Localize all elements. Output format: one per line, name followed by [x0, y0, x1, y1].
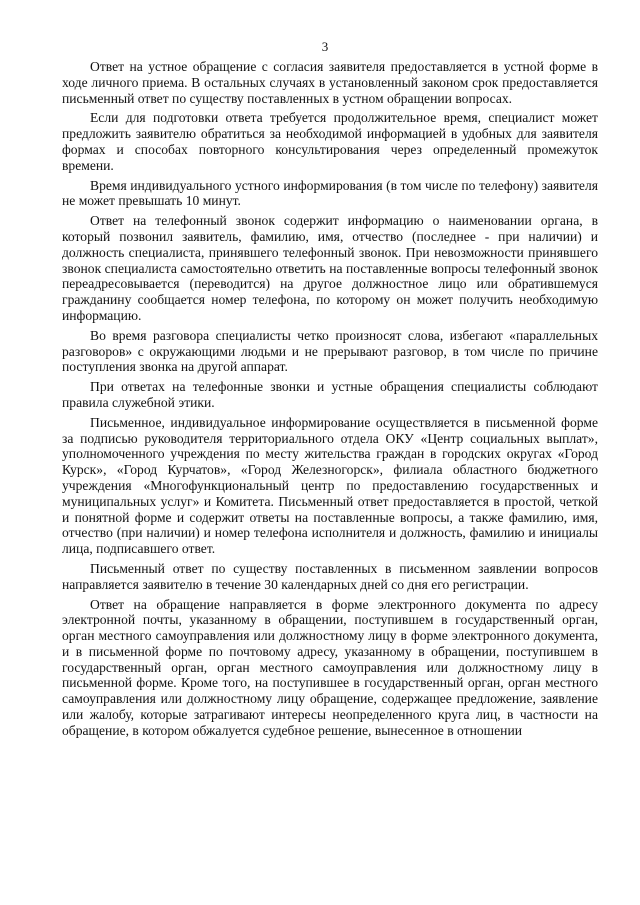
paragraph-electronic-response: Ответ на обращение направляется в форме электронного документа по адресу электронной почты, указанному в обращении, поступившем в государственный орган, орган местного самоуправления или должностному лицу в форме электронного документа, и в письменной форме по почтовому адресу, указанному в обращении, поступившем в государственный орган, орган местного самоуправления или должностному лицу в письменной форме. Кроме того, на поступившее в государственный орган, орган местного самоуправления или должностному лицу обращение, содержащее предложение, заявление или жалобу, которые затрагивают интересы неопределенного круга лиц, в частности на обращение, в котором обжалуется судебное решение, вынесенное в отношении	[62, 596, 598, 738]
paragraph-conversation-rules: Во время разговора специалисты четко произносят слова, избегают «параллельных разговоров» с окружающими людьми и не прерывают разговор, в том числе по причине поступления звонка на другой аппарат.	[62, 327, 598, 375]
paragraph-oral-time-limit: Время индивидуального устного информирования (в том числе по телефону) заявителя не может превышать 10 минут.	[62, 177, 598, 209]
paragraph-written-informing: Письменное, индивидуальное информирование осуществляется в письменной форме за подписью руководителя территориального отдела ОКУ «Центр социальных выплат», уполномоченного учреждения по месту жительства граждан в городских округах «Город Курск», «Город Курчатов», «Город Железногорск», филиала областного бюджетного учреждения «Многофункциональный центр по предоставлению государственных и муниципальных услуг» и Комитета. Письменный ответ предоставляется в простой, четкой и понятной форме и содержит ответы на поставленные вопросы, а также фамилию, имя, отчество (при наличии) и номер телефона исполнителя и должность, фамилию и инициалы лица, подписавшего ответ.	[62, 414, 598, 557]
paragraph-phone-call: Ответ на телефонный звонок содержит информацию о наименовании органа, в который позвонил заявитель, фамилию, имя, отчество (последнее - при наличии) и должность специалиста, принявшего телефонный звонок. При невозможности принявшего звонок специалиста самостоятельно ответить на поставленные вопросы телефонный звонок переадресовывается (переводится) на другое должностное лицо или обратившемуся гражданину сообщается номер телефона, по которому он может получить необходимую информацию.	[62, 213, 598, 323]
paragraph-oral-response: Ответ на устное обращение с согласия заявителя предоставляется в устной форме в ходе личного приема. В остальных случаях в установленный законом срок предоставляется письменный ответ по существу поставленных в устном обращении вопросах.	[62, 59, 598, 106]
page-number: 3	[321, 39, 329, 54]
paragraph-written-deadline: Письменный ответ по существу поставленных в письменном заявлении вопросов направляется заявителю в течение 30 календарных дней со дня его регистрации.	[62, 560, 598, 592]
paragraph-ethics: При ответах на телефонные звонки и устные обращения специалисты соблюдают правила служебной этики.	[62, 379, 598, 410]
document-body	[62, 59, 598, 743]
paragraph-long-preparation: Если для подготовки ответа требуется продолжительное время, специалист может предложить заявителю обратиться за необходимой информацией в удобных для заявителя формах и способах повторного консультирования через определенный промежуток времени.	[62, 110, 598, 173]
